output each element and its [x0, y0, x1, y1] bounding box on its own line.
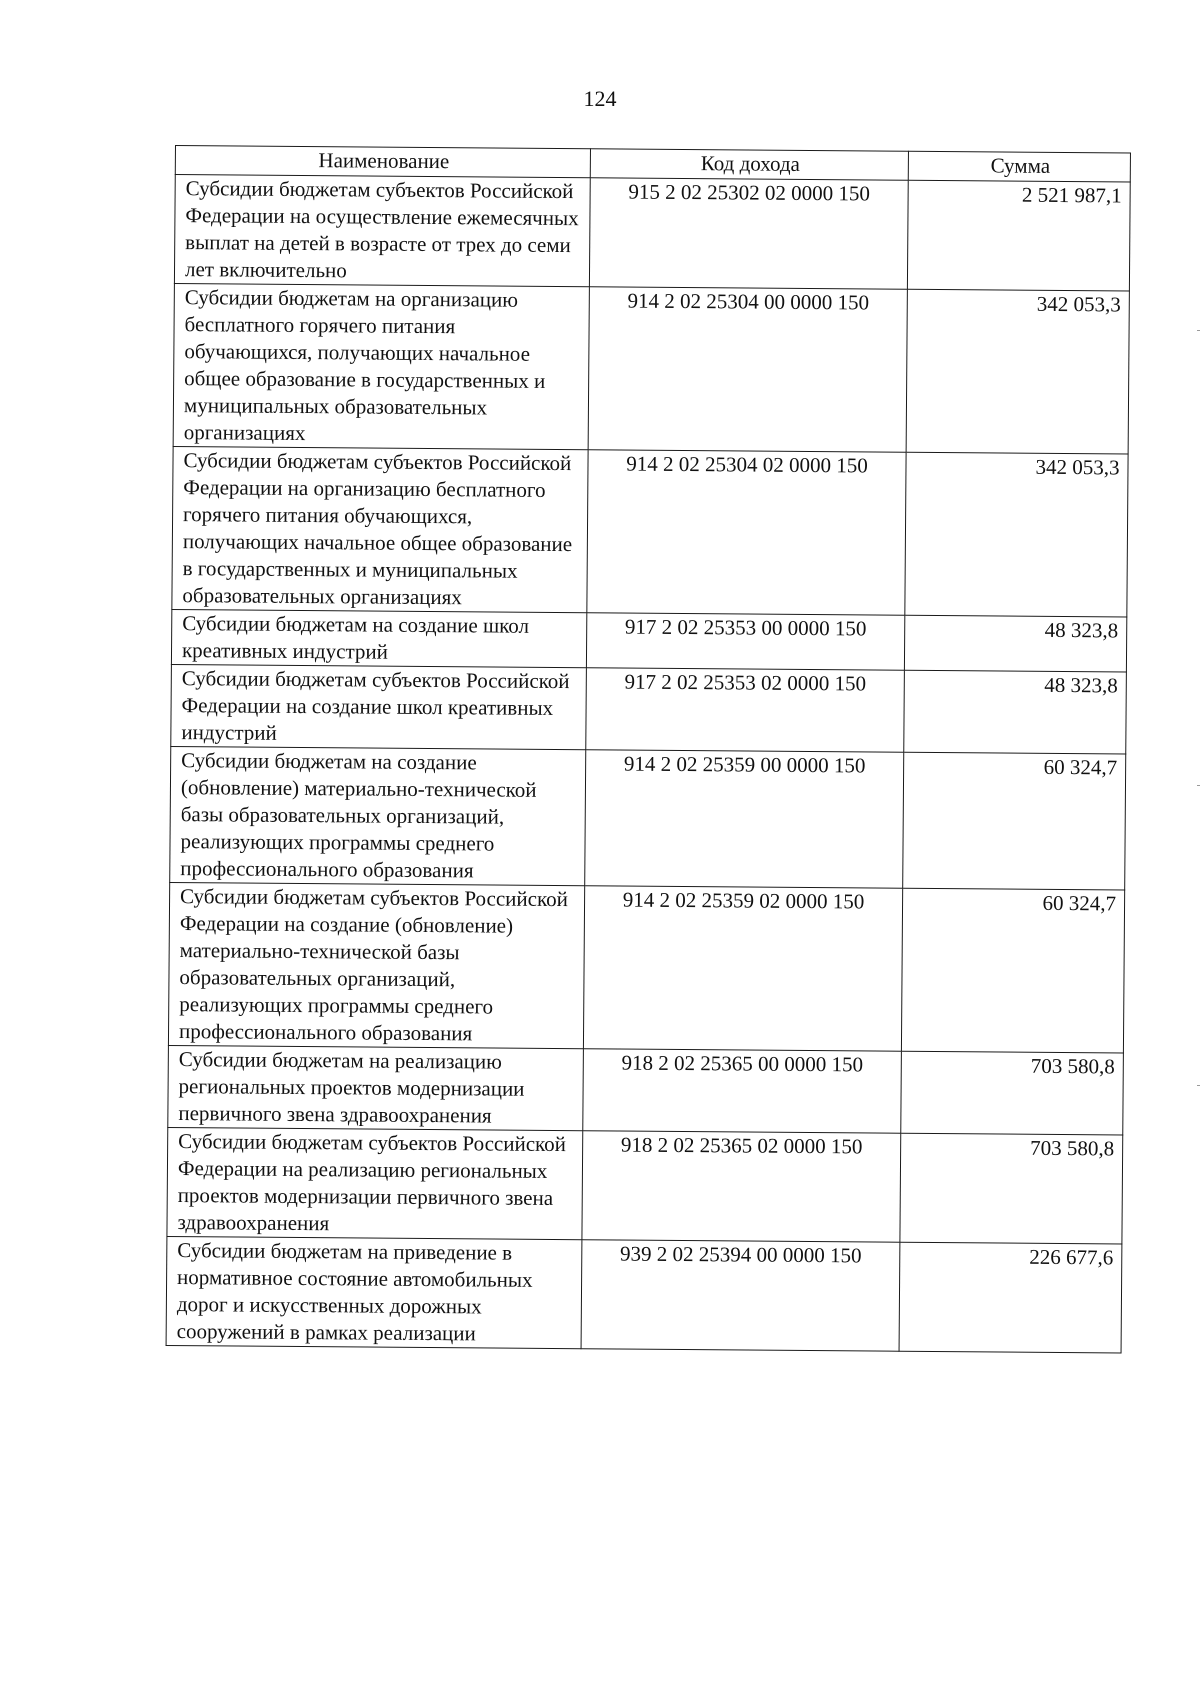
row-sum: 48 323,8 — [904, 670, 1127, 754]
table-row — [174, 175, 1130, 291]
row-code: 914 2 02 25304 00 0000 150 — [588, 287, 907, 452]
table-row — [168, 1045, 1124, 1134]
row-code: 914 2 02 25304 02 0000 150 — [587, 450, 906, 615]
row-code: 917 2 02 25353 02 0000 150 — [586, 668, 905, 752]
row-code: 939 2 02 25394 00 0000 150 — [581, 1240, 900, 1351]
table-row — [168, 882, 1124, 1052]
table-row — [171, 664, 1127, 753]
row-sum: 226 677,6 — [899, 1242, 1122, 1353]
row-code: 914 2 02 25359 02 0000 150 — [583, 886, 902, 1051]
row-sum: 703 580,8 — [901, 1051, 1124, 1135]
row-name: Субсидии бюджетам субъектов Российской Федерации на осуществление ежемесячных выплат на детей в возрасте от трех до семи лет включительно — [174, 175, 590, 287]
row-code: 917 2 02 25353 00 0000 150 — [586, 613, 904, 670]
header-name: Наименование — [175, 146, 590, 178]
row-sum: 60 324,7 — [903, 752, 1126, 890]
row-name: Субсидии бюджетам субъектов Российской Федерации на создание школ креативных индустрий — [171, 664, 587, 749]
row-code: 914 2 02 25359 00 0000 150 — [585, 750, 904, 888]
row-name: Субсидии бюджетам на создание школ креативных индустрий — [171, 609, 586, 667]
row-sum: 60 324,7 — [901, 888, 1124, 1053]
row-sum: 342 053,3 — [906, 289, 1129, 454]
row-code: 918 2 02 25365 00 0000 150 — [583, 1049, 902, 1133]
revenue-table — [166, 145, 1131, 1353]
row-sum: 2 521 987,1 — [907, 180, 1130, 291]
table-row — [170, 746, 1126, 889]
row-sum: 48 323,8 — [904, 615, 1126, 672]
row-sum: 342 053,3 — [905, 452, 1128, 617]
row-sum: 703 580,8 — [900, 1133, 1123, 1244]
row-code: 915 2 02 25302 02 0000 150 — [589, 178, 908, 289]
table-row — [173, 283, 1129, 453]
header-sum: Сумма — [908, 151, 1130, 182]
header-code: Код дохода — [590, 149, 908, 180]
row-name: Субсидии бюджетам на приведение в нормативное состояние автомобильных дорог и искусственных дорожных сооружений в рамках реализации — [166, 1236, 582, 1348]
row-name: Субсидии бюджетам на организацию бесплатного горячего питания обучающихся, получающих начальное общее образование в государственных и муниципальных образовательных организациях — [173, 283, 589, 449]
table-row — [166, 1236, 1122, 1352]
row-name: Субсидии бюджетам субъектов Российской Федерации на создание (обновление) материально-технической базы образовательных организаций, реализующих программы среднего профессионального образования — [168, 882, 584, 1048]
row-name: Субсидии бюджетам субъектов Российской Федерации на организацию бесплатного горячего питания обучающихся, получающих начальное общее образование в государственных и муниципальных образовательных организациях — [172, 446, 588, 612]
row-name: Субсидии бюджетам на реализацию региональных проектов модернизации первичного звена здравоохранения — [168, 1045, 584, 1130]
table-row — [172, 446, 1128, 616]
table-row — [167, 1127, 1123, 1243]
row-name: Субсидии бюджетам на создание (обновление) материально-технической базы образовательных организаций, реализующих программы среднего профессионального образования — [170, 746, 586, 885]
row-name: Субсидии бюджетам субъектов Российской Федерации на реализацию региональных проектов модернизации первичного звена здравоохранения — [167, 1127, 583, 1239]
table-row — [171, 609, 1126, 671]
row-code: 918 2 02 25365 02 0000 150 — [582, 1131, 901, 1242]
page-number: 124 — [583, 86, 617, 111]
